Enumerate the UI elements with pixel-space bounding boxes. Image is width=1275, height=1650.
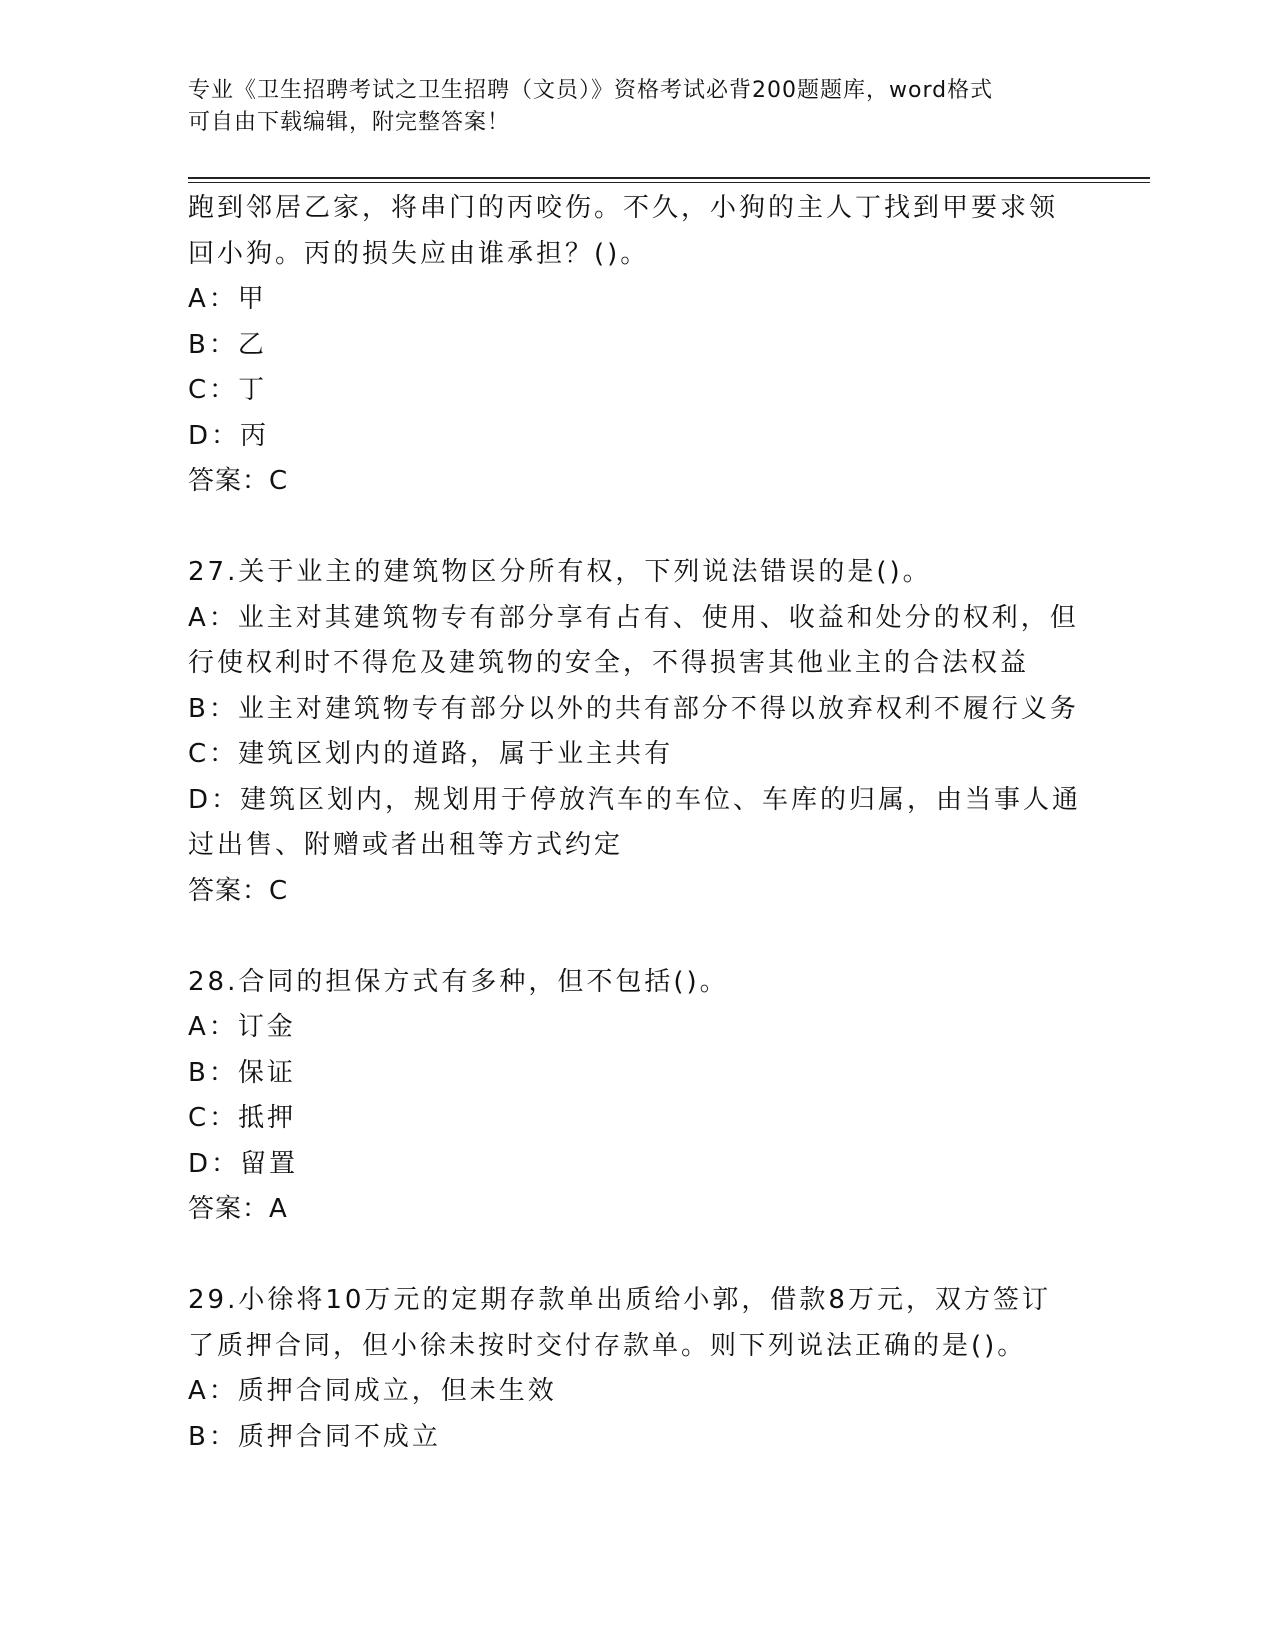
question-stem: 回小狗。丙的损失应由谁承担？()。 bbox=[188, 238, 650, 269]
spacer bbox=[188, 1233, 1088, 1279]
question-stem: 了质押合同，但小徐未按时交付存款单。则下列说法正确的是()。 bbox=[188, 1330, 1027, 1361]
option-b: B：保证 bbox=[188, 1057, 296, 1088]
header-title-line-2: 可自由下载编辑，附完整答案！ bbox=[188, 110, 511, 135]
option-c: C：丁 bbox=[188, 375, 268, 405]
question-stem: 27.关于业主的建筑物区分所有权，下列说法错误的是()。 bbox=[188, 557, 932, 587]
answer-text: 答案：A bbox=[188, 1194, 288, 1224]
question-27 bbox=[188, 550, 1088, 914]
option-c: C：建筑区划内的道路，属于业主共有 bbox=[188, 739, 674, 769]
option-d: D：建筑区划内，规划用于停放汽车的车位、车库的归属，由当事人通 bbox=[188, 784, 1082, 815]
option-b: B：业主对建筑物专有部分以外的共有部分不得以放弃权利不履行义务 bbox=[188, 693, 1079, 724]
option-a-continued: 行使权利时不得危及建筑物的安全，不得损害其他业主的合法权益 bbox=[188, 648, 1030, 678]
option-b: B：乙 bbox=[188, 329, 267, 360]
option-d-continued: 过出售、附赠或者出租等方式约定 bbox=[188, 830, 624, 860]
option-a: A：质押合同成立，但未生效 bbox=[188, 1376, 557, 1406]
option-d: D：丙 bbox=[188, 420, 270, 451]
question-stem: 跑到邻居乙家，将串门的丙咬伤。不久，小狗的主人丁找到甲要求领 bbox=[188, 193, 1059, 223]
header-divider-thin bbox=[188, 182, 1150, 183]
answer-text: 答案：C bbox=[188, 466, 289, 496]
question-stem: 28.合同的担保方式有多种，但不包括()。 bbox=[188, 966, 729, 997]
question-29 bbox=[188, 1278, 1088, 1460]
spacer bbox=[188, 505, 1088, 551]
option-c: C：抵押 bbox=[188, 1103, 297, 1133]
question-stem: 29.小徐将10万元的定期存款单出质给小郭，借款8万元，双方签订 bbox=[188, 1285, 1051, 1315]
option-a: A：订金 bbox=[188, 1012, 296, 1042]
option-a: A：业主对其建筑物专有部分享有占有、使用、收益和处分的权利，但 bbox=[188, 602, 1079, 633]
document-header bbox=[188, 75, 1088, 139]
header-title-line-1: 专业《卫生招聘考试之卫生招聘（文员）》资格考试必背200题题库，word格式 bbox=[188, 78, 994, 103]
question-28 bbox=[188, 960, 1088, 1233]
question-26 bbox=[188, 186, 1088, 505]
header-divider-thick bbox=[188, 177, 1150, 179]
option-b: B：质押合同不成立 bbox=[188, 1421, 441, 1452]
question-list bbox=[188, 186, 1088, 1460]
spacer bbox=[188, 914, 1088, 960]
option-d: D：留置 bbox=[188, 1148, 299, 1179]
option-a: A：甲 bbox=[188, 284, 267, 314]
answer-text: 答案：C bbox=[188, 875, 289, 906]
